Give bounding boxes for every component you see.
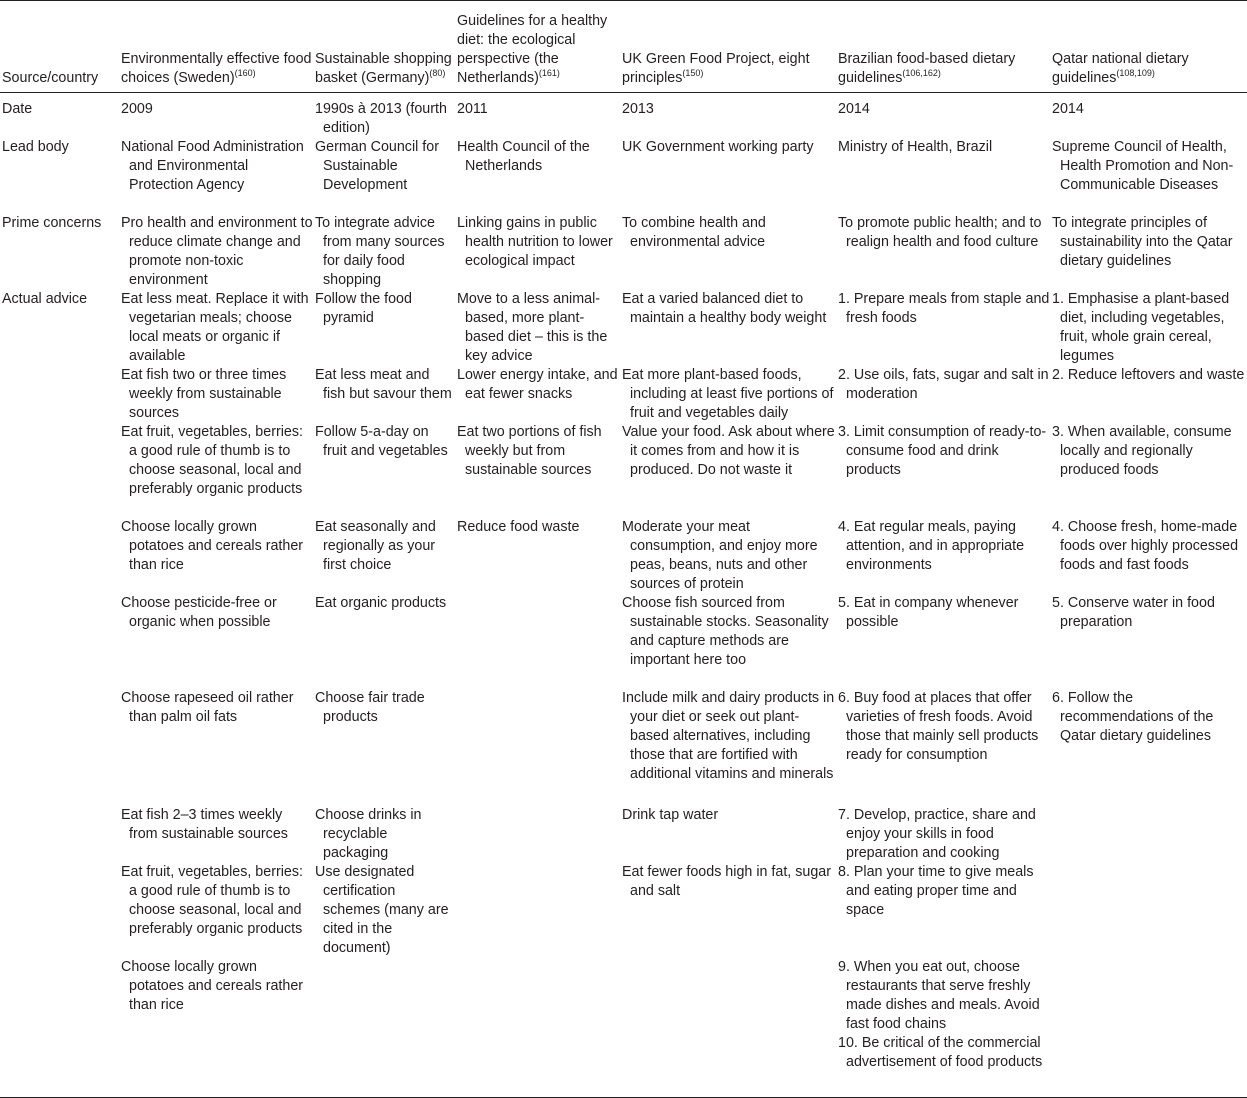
header-col-brazil-ref: (106,162): [902, 68, 941, 78]
table-cell: [0, 366, 119, 423]
table-cell: [1050, 806, 1247, 863]
header-row: [0, 1, 1247, 93]
table-cell: Choose locally grown potatoes and cereals rather than rice: [121, 519, 304, 573]
table-cell: National Food Administration and Environmental Protection Agency: [121, 139, 304, 193]
table-cell: Value your food. Ask about where it comes from and how it is produced. Do not waste it: [622, 424, 835, 478]
table-cell: 5. Eat in company whenever possible: [838, 595, 1019, 630]
table-cell: Eat fewer foods high in fat, sugar and salt: [622, 864, 832, 899]
table-cell: 2. Use oils, fats, sugar and salt in moderation: [838, 367, 1049, 402]
table-cell: Follow the food pyramid: [315, 291, 412, 326]
table-cell: [455, 594, 620, 689]
table-cell: Move to a less animal-based, more plant-based diet – this is the key advice: [457, 291, 608, 364]
table-cell: [0, 863, 119, 958]
table-cell: Health Council of the Netherlands: [457, 139, 590, 174]
table-cell: [455, 689, 620, 806]
table-cell: Drink tap water: [622, 807, 719, 823]
table-cell: 2014: [1052, 101, 1084, 117]
row-label-prime-concerns: Prime concerns: [2, 215, 102, 231]
table-cell: 5. Conserve water in food preparation: [1052, 595, 1215, 630]
row-actual-advice-3: [0, 423, 1247, 518]
row-actual-advice-8: [0, 863, 1247, 958]
table-cell: 4. Choose fresh, home-made foods over highly processed foods and fast foods: [1052, 519, 1239, 573]
table-cell: Use designated certification schemes (many are cited in the document): [315, 864, 449, 956]
table-cell: 1990s à 2013 (fourth edition): [315, 101, 447, 136]
table-cell: German Council for Sustainable Development: [315, 139, 439, 193]
table-cell: [1050, 1034, 1247, 1097]
table-cell: 3. When available, consume locally and regionally produced foods: [1052, 424, 1232, 478]
row-date: [0, 93, 1247, 139]
table-cell: [455, 863, 620, 958]
table-cell: [1050, 958, 1247, 1034]
row-actual-advice-9: [0, 958, 1247, 1034]
header-col-germany: [313, 1, 455, 93]
table-cell: Reduce food waste: [457, 519, 580, 535]
table-cell: Eat a varied balanced diet to maintain a healthy body weight: [622, 291, 827, 326]
table-cell: [0, 958, 119, 1034]
table-cell: Linking gains in public health nutrition to lower ecological impact: [457, 215, 613, 269]
table-cell: [313, 1034, 455, 1097]
table-body: [0, 93, 1247, 1098]
table-cell: Lower energy intake, and eat fewer snacks: [457, 367, 618, 402]
row-actual-advice-7: [0, 806, 1247, 863]
header-col-uk-ref: (150): [682, 68, 704, 78]
table-cell: [119, 1034, 313, 1097]
header-col-brazil: [836, 1, 1050, 93]
table-cell: Follow 5-a-day on fruit and vegetables: [315, 424, 448, 459]
table-cell: To promote public health; and to realign health and food culture: [838, 215, 1042, 250]
table-cell: To combine health and environmental advice: [622, 215, 766, 250]
table-cell: Include milk and dairy products in your diet or seek out plant-based alternatives, including those that are fortified with additional vitamins and minerals: [622, 690, 835, 782]
row-actual-advice-10: [0, 1034, 1247, 1097]
header-col-brazil-text: Brazilian food-based dietary guidelines: [838, 51, 1016, 86]
row-lead-body: [0, 138, 1247, 214]
table-cell: 10. Be critical of the commercial advertisement of food products: [838, 1035, 1043, 1070]
table-cell: [455, 806, 620, 863]
table-cell: UK Government working party: [622, 139, 814, 155]
table-cell: Ministry of Health, Brazil: [838, 139, 993, 155]
table-cell: Eat fruit, vegetables, berries: a good rule of thumb is to choose seasonal, local and preferably organic products: [121, 424, 303, 497]
table-cell: 2011: [457, 101, 488, 117]
table-cell: 2009: [121, 101, 153, 117]
table-cell: 6. Follow the recommendations of the Qatar dietary guidelines: [1052, 690, 1214, 744]
table-cell: Supreme Council of Health, Health Promotion and Non-Communicable Diseases: [1052, 139, 1234, 193]
header-col-uk-text: UK Green Food Project, eight principles: [622, 51, 810, 86]
table-cell: [0, 518, 119, 594]
table-cell: 8. Plan your time to give meals and eating proper time and space: [838, 864, 1034, 918]
table-cell: [0, 423, 119, 518]
table-cell: [455, 1034, 620, 1097]
header-col-qatar-ref: (108,109): [1116, 68, 1155, 78]
table-cell: Choose fish sourced from sustainable stocks. Seasonality and capture methods are important here too: [622, 595, 829, 668]
header-col-netherlands-text: Guidelines for a healthy diet: the ecological perspective (the Netherlands): [457, 13, 608, 86]
table-cell: To integrate principles of sustainability into the Qatar dietary guidelines: [1052, 215, 1233, 269]
header-col-sweden-ref: (160): [234, 68, 256, 78]
table-cell: Eat less meat. Replace it with vegetarian meals; choose local meats or organic if available: [121, 291, 309, 364]
table-cell: [620, 958, 836, 1034]
table-cell: Eat two portions of fish weekly but from sustainable sources: [457, 424, 602, 478]
table-cell: 7. Develop, practice, share and enjoy your skills in food preparation and cooking: [838, 807, 1036, 861]
table-cell: Pro health and environment to reduce climate change and promote non-toxic environment: [121, 215, 313, 288]
table-cell: Moderate your meat consumption, and enjoy more peas, beans, nuts and other sources of protein: [622, 519, 818, 592]
header-col-sweden-text: Environmentally effective food choices (Sweden): [121, 51, 312, 86]
table-cell: 2014: [838, 101, 870, 117]
table-cell: Eat fish 2–3 times weekly from sustainable sources: [121, 807, 288, 842]
table-cell: [313, 958, 455, 1034]
table-cell: [0, 1034, 119, 1097]
header-col-netherlands-ref: (161): [538, 68, 560, 78]
row-label-actual-advice: Actual advice: [2, 291, 88, 307]
table-cell: 2. Reduce leftovers and waste: [1052, 367, 1245, 383]
table-cell: 4. Eat regular meals, paying attention, and in appropriate environments: [838, 519, 1025, 573]
row-actual-advice-2: [0, 366, 1247, 423]
table-cell: 1. Prepare meals from staple and fresh foods: [838, 291, 1050, 326]
table-cell: [0, 594, 119, 689]
row-label-lead-body: Lead body: [2, 139, 69, 155]
table-cell: [455, 958, 620, 1034]
table-cell: Choose fair trade products: [315, 690, 425, 725]
row-actual-advice-5: [0, 594, 1247, 689]
table-cell: [0, 806, 119, 863]
table-cell: Eat seasonally and regionally as your first choice: [315, 519, 436, 573]
header-col-sweden: [119, 1, 313, 93]
table-cell: 2013: [622, 101, 654, 117]
table-header: [0, 1, 1247, 93]
table-cell: 9. When you eat out, choose restaurants that serve freshly made dishes and meals. Avoid fast food chains: [838, 959, 1040, 1032]
table-cell: Choose drinks in recyclable packaging: [315, 807, 422, 861]
row-actual-advice-6: [0, 689, 1247, 806]
table-cell: 3. Limit consumption of ready-to-consume food and drink products: [838, 424, 1047, 478]
table-cell: [0, 689, 119, 806]
header-col-qatar: [1050, 1, 1247, 93]
table-cell: Eat less meat and fish but savour them: [315, 367, 452, 402]
table-cell: Eat fruit, vegetables, berries: a good rule of thumb is to choose seasonal, local and preferably organic products: [121, 864, 303, 937]
header-col-uk: [620, 1, 836, 93]
table-cell: Choose rapeseed oil rather than palm oil fats: [121, 690, 294, 725]
table-cell: [620, 1034, 836, 1097]
header-col-netherlands: [455, 1, 620, 93]
header-col-germany-text: Sustainable shopping basket (Germany): [315, 51, 452, 86]
header-col-qatar-text: Qatar national dietary guidelines: [1052, 51, 1189, 86]
table-cell: Eat fish two or three times weekly from sustainable sources: [121, 367, 287, 421]
table-cell: Eat more plant-based foods, including at least five portions of fruit and vegetables daily: [622, 367, 834, 421]
table-cell: To integrate advice from many sources for daily food shopping: [315, 215, 445, 288]
row-prime-concerns: [0, 214, 1247, 290]
table-cell: 1. Emphasise a plant-based diet, including vegetables, fruit, whole grain cereal, legumes: [1052, 291, 1230, 364]
table-cell: Choose locally grown potatoes and cereals rather than rice: [121, 959, 304, 1013]
table-cell: 6. Buy food at places that offer varieties of fresh foods. Avoid those that mainly sell products ready for consumption: [838, 690, 1039, 763]
header-source-country: Source/country: [0, 1, 119, 93]
row-actual-advice-1: [0, 290, 1247, 366]
table-cell: Eat organic products: [315, 595, 447, 611]
header-col-germany-ref: (80): [429, 68, 446, 78]
row-label-date: Date: [2, 101, 33, 117]
table-cell: Choose pesticide-free or organic when possible: [121, 595, 277, 630]
row-actual-advice-4: [0, 518, 1247, 594]
table-cell: [1050, 863, 1247, 958]
